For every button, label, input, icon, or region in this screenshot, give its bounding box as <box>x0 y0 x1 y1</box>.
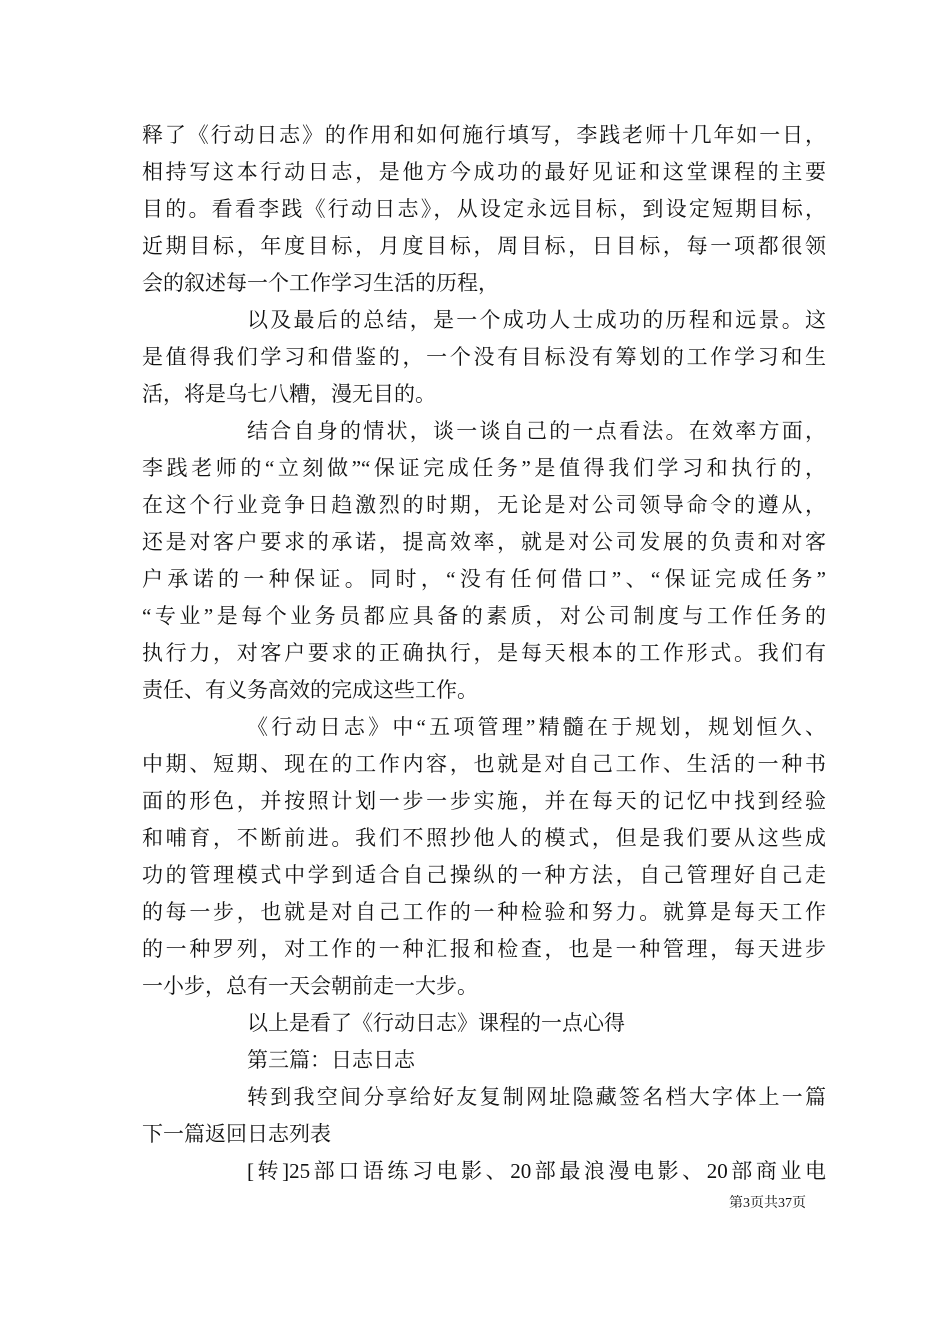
section-heading: 第三篇：日志日志 <box>247 1048 415 1072</box>
text-line: 以上是看了《行动日志》课程的一点心得 <box>247 1011 625 1035</box>
page-number: 第3页共37页 <box>729 1196 806 1211</box>
text-line: 活，将是乌七八糟，漫无目的。 <box>142 382 436 406</box>
text-line: 以及最后的总结，是一个成功人士成功的历程和远景。这 <box>247 308 826 332</box>
text-line: 还是对客户要求的承诺，提高效率，就是对公司发展的负责和对客 <box>142 530 826 554</box>
text-line: 相持写这本行动日志，是他方今成功的最好见证和这堂课程的主要 <box>142 160 826 184</box>
text-line: 下一篇返回日志列表 <box>142 1122 331 1146</box>
text-line: 的一种罗列，对工作的一种汇报和检查，也是一种管理，每天进步 <box>142 937 826 961</box>
text-line: 和哺育，不断前进。我们不照抄他人的模式，但是我们要从这些成 <box>142 826 826 850</box>
text-line: 户承诺的一种保证。同时，“没有任何借口”、“保证完成任务” <box>142 567 826 591</box>
text-line: 目的。看看李践《行动日志》，从设定永远目标，到设定短期目标， <box>142 197 826 221</box>
text-line: 结合自身的情状，谈一谈自己的一点看法。在效率方面， <box>247 419 826 443</box>
text-line: 中期、短期、现在的工作内容，也就是对自己工作、生活的一种书 <box>142 752 826 776</box>
text-line: 释了《行动日志》的作用和如何施行填写，李践老师十几年如一日， <box>142 123 826 147</box>
text-line: 责任、有义务高效的完成这些工作。 <box>142 678 478 702</box>
text-line: 执行力，对客户要求的正确执行，是每天根本的工作形式。我们有 <box>142 641 826 665</box>
text-line: 李践老师的“立刻做”“保证完成任务”是值得我们学习和执行的， <box>142 456 826 480</box>
text-line: “专业”是每个业务员都应具备的素质，对公司制度与工作任务的 <box>142 604 826 628</box>
text-line: [转]25部口语练习电影、20部最浪漫电影、20部商业电 <box>247 1159 826 1183</box>
text-line: 面的形色，并按照计划一步一步实施，并在每天的记忆中找到经验 <box>142 789 826 813</box>
document-body <box>142 117 826 1190</box>
text-line: 功的管理模式中学到适合自己操纵的一种方法，自己管理好自己走 <box>142 863 826 887</box>
text-line: 的每一步，也就是对自己工作的一种检验和努力。就算是每天工作 <box>142 900 826 924</box>
text-line: 是值得我们学习和借鉴的，一个没有目标没有筹划的工作学习和生 <box>142 345 826 369</box>
text-line: 会的叙述每一个工作学习生活的历程， <box>142 271 499 295</box>
text-line: 近期目标，年度目标，月度目标，周目标，日目标，每一项都很领 <box>142 234 826 258</box>
text-line: 一小步，总有一天会朝前走一大步。 <box>142 974 478 998</box>
text-line: 《行动日志》中“五项管理”精髓在于规划，规划恒久、 <box>247 715 826 739</box>
text-line: 转到我空间分享给好友复制网址隐藏签名档大字体上一篇 <box>247 1085 826 1109</box>
text-line: 在这个行业竞争日趋激烈的时期，无论是对公司领导命令的遵从， <box>142 493 826 517</box>
